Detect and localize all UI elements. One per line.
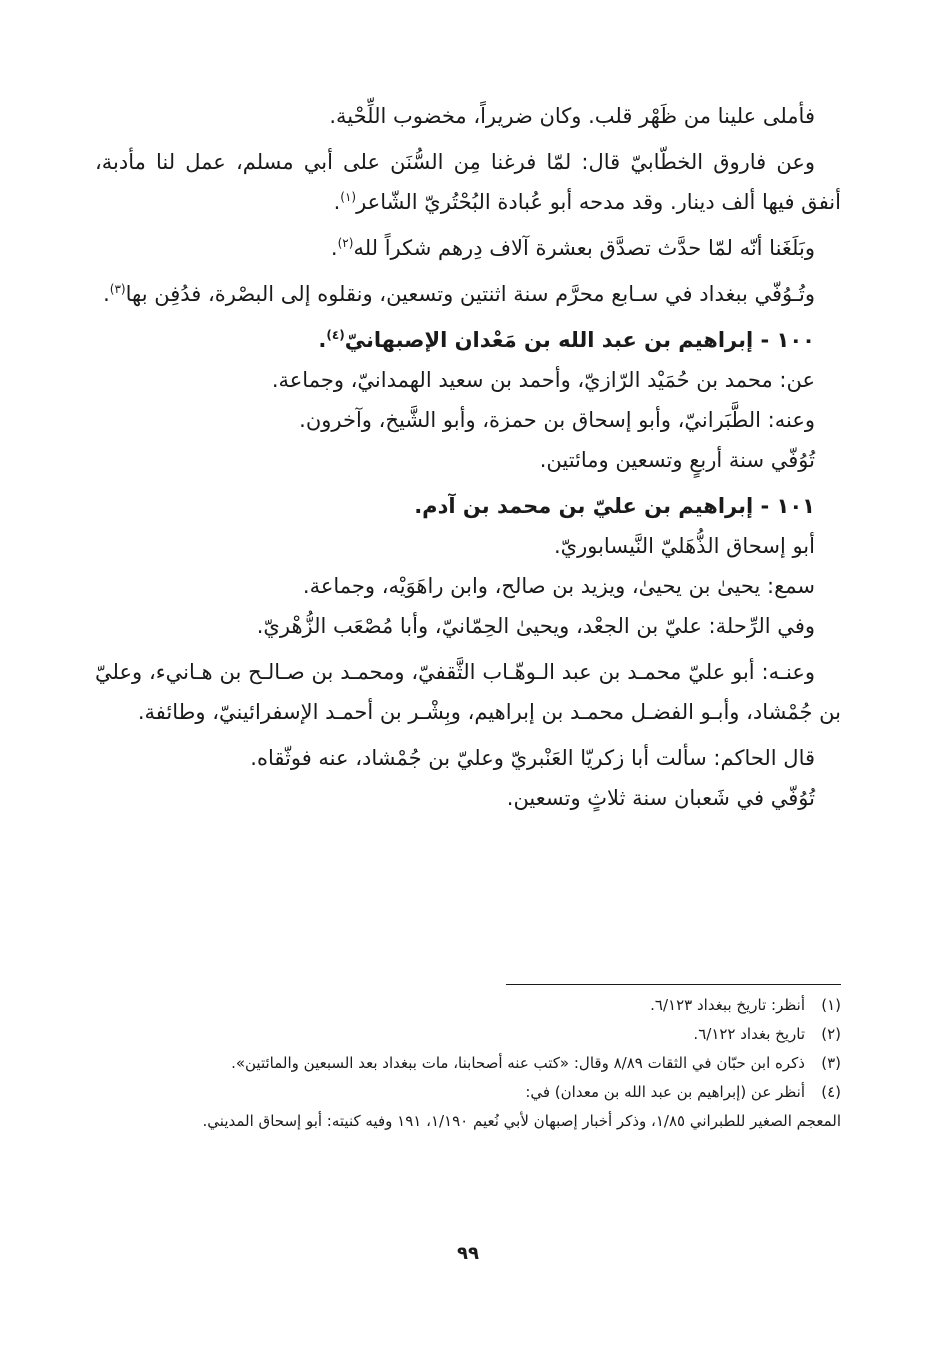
paragraph-1-text: فأملى علينا من ظَهْر قلب. وكان ضريراً، مخضوب اللِّحْية. bbox=[329, 104, 815, 128]
footnote-1-number: (١) bbox=[821, 996, 841, 1014]
footnote-3-text: ذكره ابن حبّان في الثقات ٨/٨٩ وقال: «كتب عنه أصحابنا، مات ببغداد بعد السبعين والمائتين». bbox=[231, 1054, 805, 1072]
entry-101-travel: وفي الرِّحلة: عليّ بن الجعْد، ويحيىٰ الحِمّانيّ، وأبا مُصْعَب الزُّهْريّ. bbox=[256, 614, 815, 638]
entry-101-students bbox=[95, 652, 841, 732]
footnote-4 bbox=[95, 1079, 841, 1106]
paragraph-2-end: . bbox=[333, 190, 341, 214]
entry-101-death: تُوُفّي في شَعبان سنة ثلاثٍ وتسعين. bbox=[506, 786, 815, 810]
entry-101-kunya: أبو إسحاق الذُّهَليّ النَّيسابوريّ. bbox=[553, 534, 815, 558]
footnote-2 bbox=[95, 1021, 841, 1048]
entry-101-students-text: وعنـه: أبو عليّ محمـد بن عبد الـوهّـاب الثَّقفيّ، ومحمـد بن صـالـح بن هـانيء، وعليّ بن جُمْشاد، وأبـو الفضـل محمـد بن إبراهيم، وبِشْـر بن أحمـد الإسفرائينيّ، وطائفة. bbox=[95, 660, 841, 724]
footnote-ref-3[interactable]: (٣) bbox=[109, 282, 126, 296]
entry-101-heard-from: سمع: يحيىٰ بن يحيىٰ، ويزيد بن صالح، وابن راهَوَيْه، وجماعة. bbox=[302, 574, 815, 598]
entry-101-heading bbox=[95, 486, 815, 526]
footnote-3-number: (٣) bbox=[821, 1054, 841, 1072]
entry-100-heading bbox=[95, 320, 815, 360]
entry-100 bbox=[95, 320, 841, 480]
main-text bbox=[95, 96, 841, 824]
paragraph-2-text: وعن فاروق الخطّابيّ قال: لمّا فرغنا مِن السُّنَن على أبي مسلم، عمل لنا مأدبة، أنفق فيها ألف دينار. وقد مدحه أبو عُبادة البُحْتُريّ الشّاعر bbox=[95, 150, 841, 214]
paragraph-3 bbox=[95, 228, 841, 268]
entry-101-title: ١٠١ - إبراهيم بن عليّ بن محمد بن آدم bbox=[422, 494, 815, 518]
footnotes bbox=[95, 992, 841, 1137]
entry-100-death: تُوُفّي سنة أربعٍ وتسعين ومائتين. bbox=[539, 448, 815, 472]
footnote-2-number: (٢) bbox=[821, 1025, 841, 1043]
footnote-2-text: تاريخ بغداد ٦/١٢٢. bbox=[693, 1025, 805, 1043]
footnote-separator bbox=[506, 984, 841, 985]
footnote-3 bbox=[95, 1050, 841, 1077]
paragraph-4-text: وتُـوُفّي ببغداد في سـابع محرَّم سنة اثنتين وتسعين، ونقلوه إلى البصْرة، فدُفِن بها bbox=[125, 282, 815, 306]
footnote-ref-4[interactable]: (٤) bbox=[326, 328, 345, 342]
paragraph-1 bbox=[95, 96, 841, 136]
footnote-ref-1[interactable]: (١) bbox=[340, 190, 357, 204]
entry-101 bbox=[95, 486, 841, 646]
footnote-4-number: (٤) bbox=[821, 1083, 841, 1101]
footnote-1 bbox=[95, 992, 841, 1019]
footnote-1-text: أنظر: تاريخ ببغداد ٦/١٢٣. bbox=[650, 996, 805, 1014]
entry-100-teachers: عن: محمد بن حُمَيْد الرّازيّ، وأحمد بن سعيد الهمدانيّ، وجماعة. bbox=[271, 368, 815, 392]
page-number: ٩٩ bbox=[457, 1243, 479, 1264]
paragraph-3-end: . bbox=[330, 236, 338, 260]
footnote-ref-2[interactable]: (٢) bbox=[337, 236, 354, 250]
entry-101-title-end: . bbox=[414, 494, 423, 518]
entry-101-hakim-quote: قال الحاكم: سألت أبا زكريّا العَنْبريّ وعليّ بن جُمْشاد، عنه فوثّقاه. bbox=[250, 746, 815, 770]
paragraph-2 bbox=[95, 142, 841, 222]
entry-100-title-end: . bbox=[318, 328, 327, 352]
entry-100-students: وعنه: الطَّبَرانيّ، وأبو إسحاق بن حمزة، وأبو الشَّيخ، وآخرون. bbox=[299, 408, 815, 432]
entry-101-closing bbox=[95, 738, 841, 818]
footnote-4-text: أنظر عن (إبراهيم بن عبد الله بن معدان) في: bbox=[525, 1083, 805, 1101]
paragraph-4-end: . bbox=[103, 282, 110, 306]
footnote-4-continuation bbox=[95, 1108, 841, 1135]
entry-100-title: ١٠٠ - إبراهيم بن عبد الله بن مَعْدان الإصبهانيّ bbox=[344, 328, 815, 352]
footnote-4-sources: المعجم الصغير للطبراني ١/٨٥، وذكر أخبار إصبهان لأبي نُعيم ١/١٩٠، ١٩١ وفيه كنيته: أبو إسحاق المديني. bbox=[202, 1112, 841, 1130]
paragraph-4 bbox=[95, 274, 841, 314]
paragraph-3-text: وبَلَغَنا أنّه لمّا حدَّث تصدَّق بعشرة آلاف دِرهم شكراً لله bbox=[353, 236, 815, 260]
